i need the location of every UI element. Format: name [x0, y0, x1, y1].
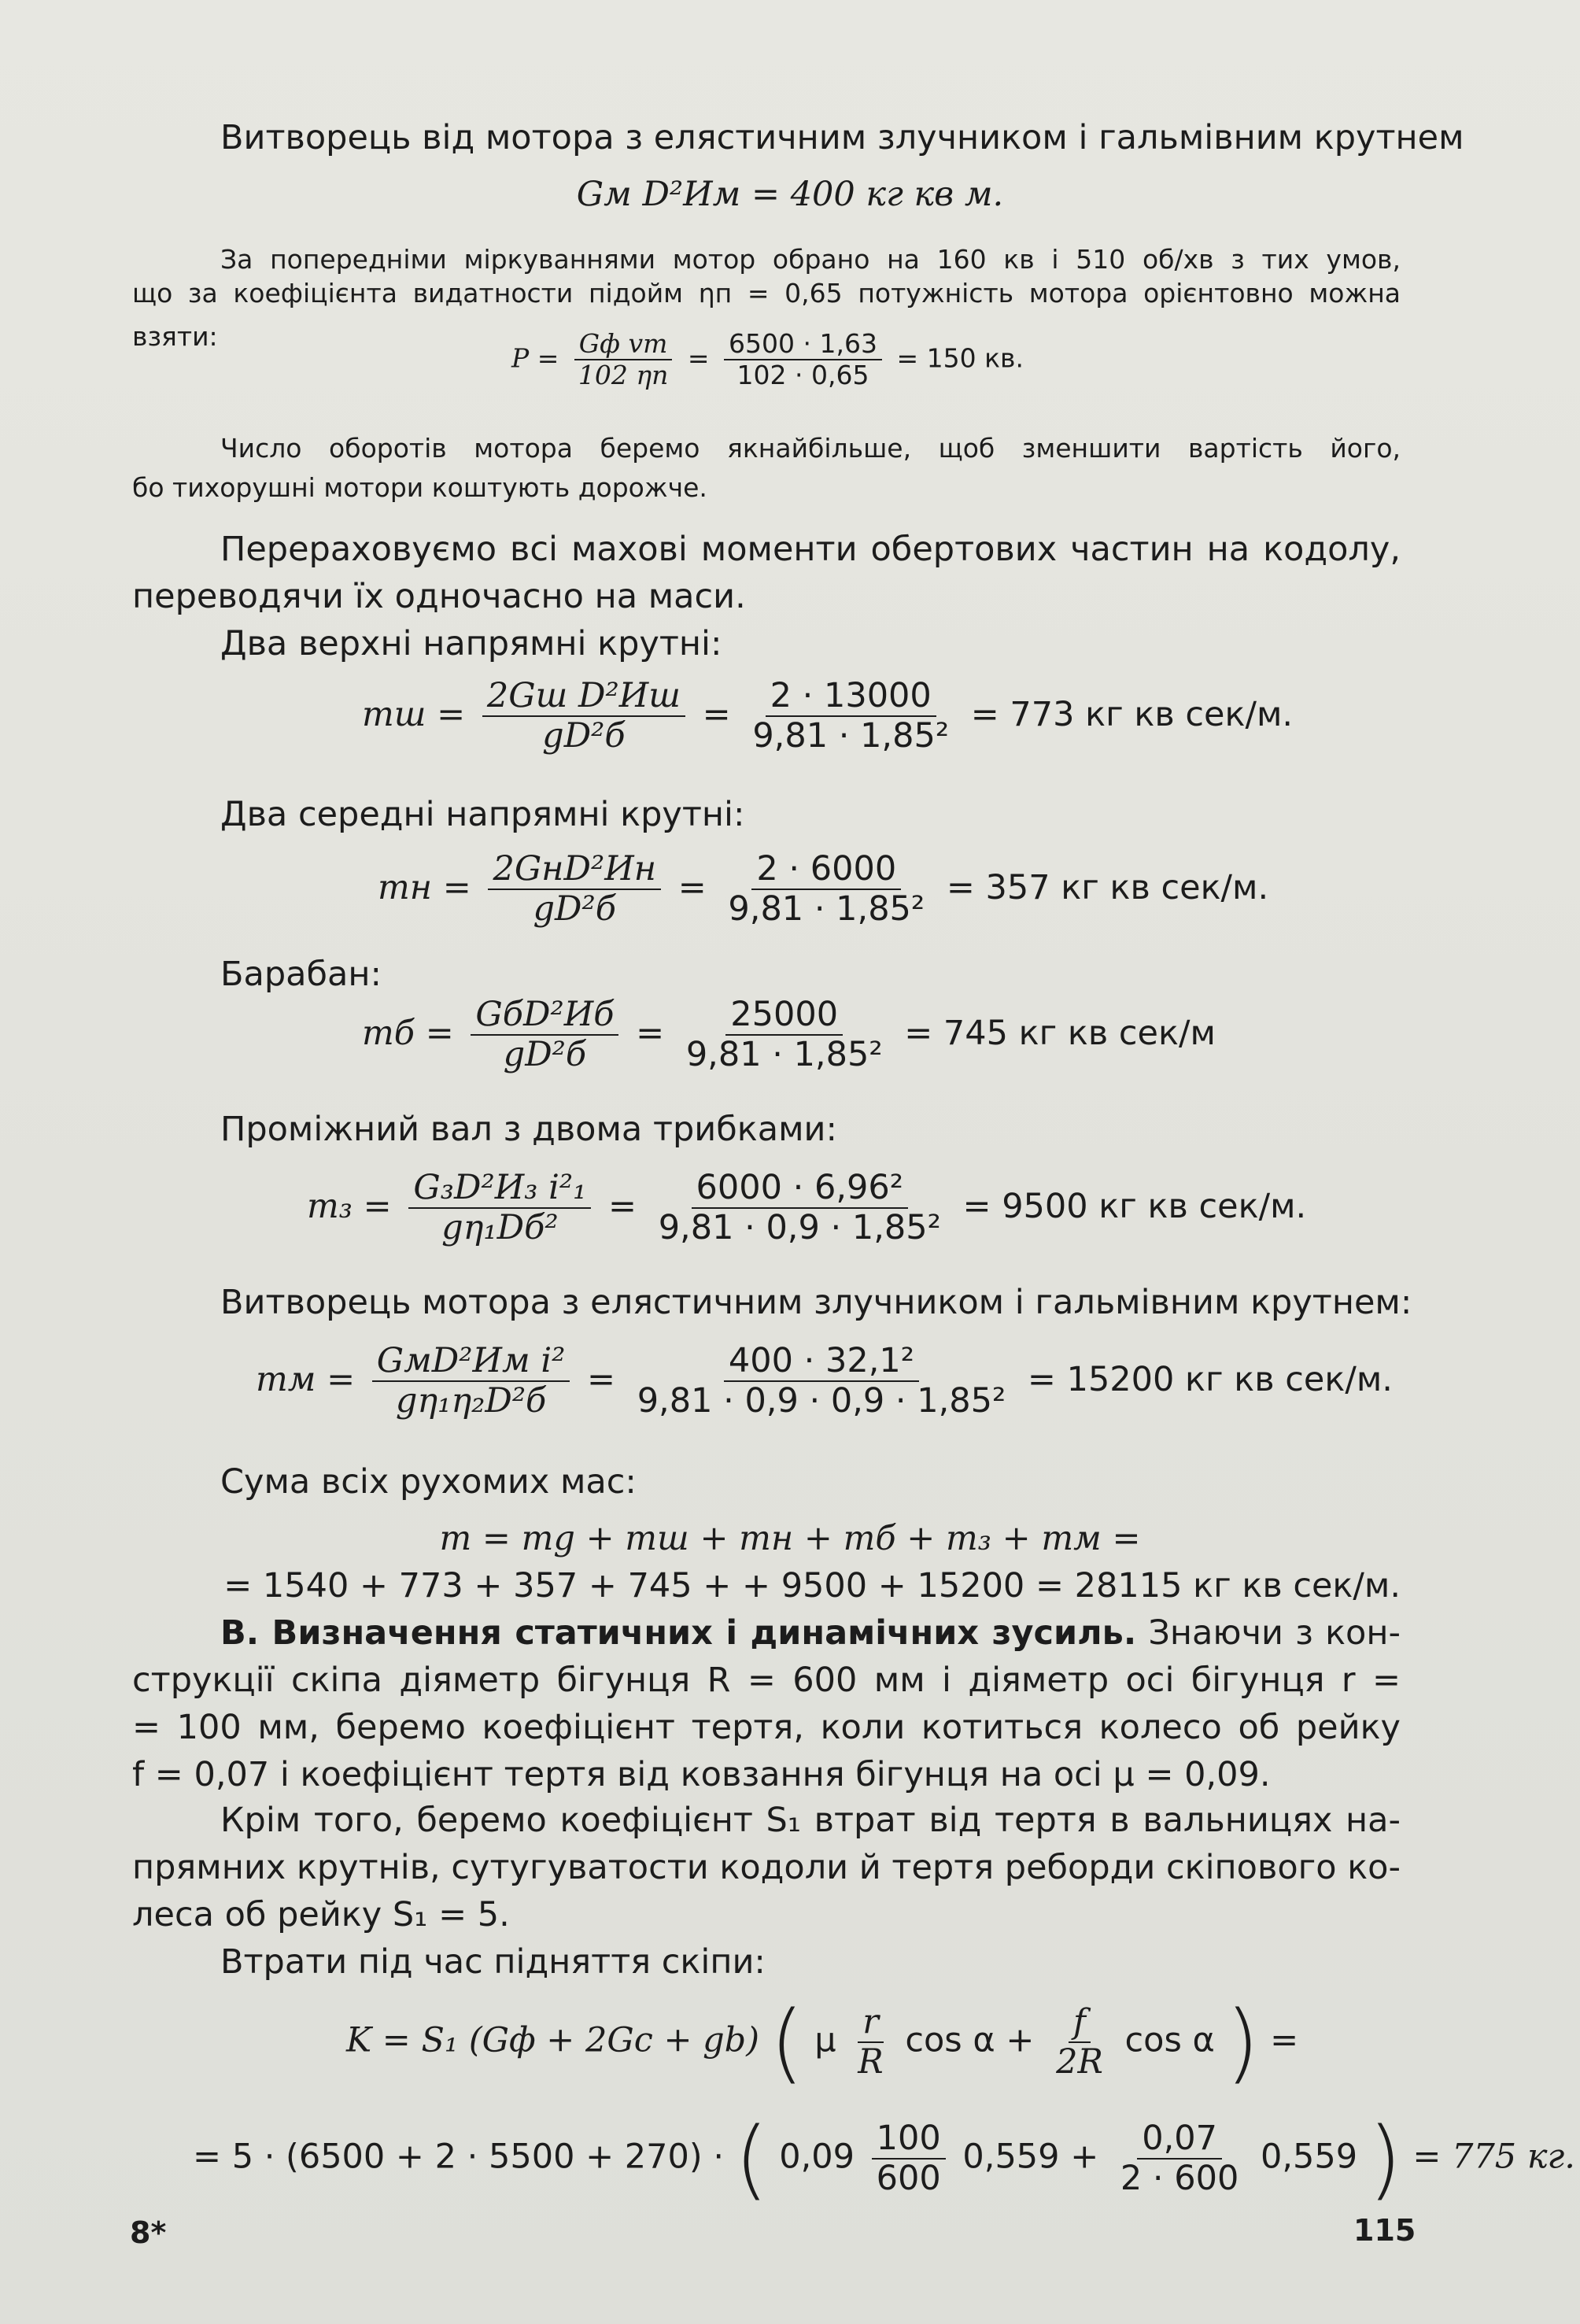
eq-left: K = S₁ (Gф + 2Gc + gb): [346, 2020, 759, 2060]
equation-drum: mб = $\frac{\text{GбD²Иб}}{\text{gD²б}}$ = $\frac{25000}{\text{9,81 · 1,85²}}$ = 745 кг кв сек/м: [362, 995, 1216, 1075]
equation-intermediate-shaft: m₃ = $\frac{\text{G₃D²И₃ i²₁}}{\text{gη₁Dб²}}$ = $\frac{\text{6000 · 6,96²}}{\text{9,81 · 0,9 · 1,85²}}$ = 9500 кг кв сек/м.: [307, 1168, 1307, 1248]
section-heading-line: [220, 1613, 1401, 1653]
text-line: переводячи їх одночасно на маси.: [132, 577, 746, 616]
eq-den: 9,81 · 1,85²: [728, 889, 925, 929]
text-line: Витворець мотора з елястичним злучником і гальмівним крутнем:: [220, 1283, 1412, 1322]
text-line: струкції скіпа діяметр бігунця R = 600 мм і діяметр осі бігунця r =: [132, 1661, 1401, 1700]
eq-num: 0,07: [1137, 2119, 1222, 2160]
eq-den: 600: [876, 2159, 941, 2198]
equation-sum-result: = 1540 + 773 + 357 + 745 + + 9500 + 15200 = 28115 кг кв сек/м.: [223, 1566, 1401, 1605]
text-line: За попередніми міркуваннями мотор обрано на 160 кв і 510 об/хв з тих умов,: [220, 244, 1401, 275]
eq-num: 6500 · 1,63: [724, 329, 882, 360]
signature-mark: 8*: [130, 2215, 167, 2250]
text-run: Знаючи з кон-: [1136, 1613, 1401, 1653]
text-line: = 100 мм, беремо коефіцієнт тертя, коли котиться колесо об рейку: [132, 1708, 1401, 1747]
eq-result: = 150 кв.: [896, 342, 1024, 374]
eq-den: 2 · 600: [1120, 2159, 1239, 2198]
text-line: Проміжний вал з двома трибками:: [220, 1110, 837, 1149]
text-line: Два верхні напрямні крутні:: [220, 624, 722, 663]
text-line: леса об рейку S₁ = 5.: [132, 1895, 510, 1934]
eq-num: GмD²Им i²: [372, 1342, 570, 1382]
equation-power: P = $\frac{\text{Gф vm}}{102 \eta п}$ = $\frac{6500 \cdot 1,63}{102 \cdot 0,65}$ = 150 кв.: [511, 328, 1024, 390]
eq-num: 25000: [725, 996, 843, 1036]
text-line: Витворець від мотора з елястичним злучником і гальмівним крутнем: [220, 118, 1464, 157]
text-line: Крім того, беремо коефіцієнт S₁ втрат від тертя в вальницях на-: [220, 1801, 1401, 1840]
eq-den: 9,81 · 0,9 · 1,85²: [658, 1208, 941, 1248]
eq-den: gη₁Dб²: [441, 1208, 559, 1248]
equation-losses-result: = 5 · (6500 + 2 · 5500 + 270) · ( 0,09 $\frac{100}{600}$ 0,559 + $\frac{0,07}{2 \cdot 600}$ 0,559 ) = 775 кг.: [193, 2108, 1575, 2209]
eq-den: 102 · 0,65: [736, 359, 869, 390]
equation-motor: mм = $\frac{\text{GмD²Им i²}}{\text{gη₁η₂D²б}}$ = $\frac{\text{400 · 32,1²}}{\text{9,81 · 0,9 · 0,9 · 1,85²}}$ = 15200 кг кв сек/м.: [256, 1341, 1393, 1421]
eq-num: 2GнD²Ин: [488, 850, 661, 890]
equation-motor-flywheel: Gм D²Им = 400 кг кв м.: [576, 175, 1004, 214]
eq-den: gD²б: [533, 889, 616, 929]
text-line: прямних крутнів, сутугуватости кодоли й тертя реборди скіпового ко-: [132, 1848, 1401, 1887]
text-line: Барабан:: [220, 955, 382, 994]
eq-result: = 745 кг кв сек/м: [904, 1013, 1216, 1053]
eq-den: R: [858, 2042, 884, 2082]
eq-result: = 775 кг.: [1412, 2137, 1575, 2177]
text-line: взяти:: [132, 321, 218, 352]
equation-sum: m = mg + mш + mн + mб + m₃ + mм =: [439, 1519, 1141, 1558]
eq-num: f: [1069, 2003, 1091, 2043]
eq-left: mш =: [362, 694, 466, 734]
eq-term: 0,559 +: [962, 2137, 1099, 2177]
eq-num: 6000 · 6,96²: [692, 1169, 908, 1209]
eq-result: = 15200 кг кв сек/м.: [1027, 1359, 1393, 1399]
text-line: бо тихорушні мотори коштують дорожче.: [132, 472, 707, 503]
text-line: що за коефіцієнта видатности підойм ηп = 0,65 потужність мотора орієнтовно можна: [132, 278, 1401, 309]
text-line: Втрати під час підняття скіпи:: [220, 1942, 766, 1982]
eq-term: 0,09: [779, 2137, 855, 2177]
eq-left: mб =: [362, 1013, 454, 1053]
eq-num: 2Gш D²Иш: [482, 677, 685, 717]
equation-losses: K = S₁ (Gф + 2Gc + gb) ( μ $\frac{r}{R}$ cos α + $\frac{f}{2R}$ cos α ) =: [346, 1992, 1299, 2093]
eq-left: m₃ =: [307, 1186, 392, 1226]
eq-left: P =: [511, 342, 559, 374]
eq-num: 400 · 32,1²: [724, 1342, 919, 1382]
text-line: Перераховуємо всі махові моменти обертових частин на кодолу,: [220, 530, 1401, 569]
eq-num: GбD²Иб: [471, 996, 618, 1036]
eq-term: 0,559: [1261, 2137, 1358, 2177]
page-number: 115: [1353, 2213, 1416, 2248]
eq-den: 9,81 · 1,85²: [685, 1035, 883, 1075]
eq-result: = 773 кг кв сек/м.: [970, 694, 1294, 734]
equation-top-pulleys: mш = $\frac{\text{2Gш D²Иш}}{\text{gD²б}}$ = $\frac{2 \cdot 13000}{\text{9,81 · 1,85²}}$ = 773 кг кв сек/м.: [362, 676, 1294, 756]
eq-den: 9,81 · 1,85²: [752, 716, 950, 756]
eq-den: 2R: [1056, 2042, 1103, 2082]
text-line: Число оборотів мотора беремо якнайбільше, щоб зменшити вартість його,: [220, 433, 1401, 464]
eq-result: = 9500 кг кв сек/м.: [962, 1186, 1307, 1226]
eq-num: 100: [872, 2119, 946, 2160]
text-line: Два середні напрямні крутні:: [220, 795, 745, 834]
eq-num: 2 · 6000: [751, 850, 901, 890]
eq-result: = 357 кг кв сек/м.: [946, 867, 1269, 907]
eq-den: 9,81 · 0,9 · 0,9 · 1,85²: [637, 1381, 1006, 1421]
text-line: f = 0,07 і коефіцієнт тертя від ковзання бігунця на осі μ = 0,09.: [132, 1755, 1271, 1794]
eq-num: r: [858, 2003, 884, 2043]
eq-den: gD²б: [542, 716, 626, 756]
eq-num: 2 · 13000: [766, 677, 936, 717]
eq-den: 102 ηп: [578, 359, 669, 390]
eq-term: =: [1270, 2020, 1299, 2060]
eq-den: gD²б: [503, 1035, 587, 1075]
eq-left: mм =: [256, 1359, 356, 1399]
eq-term: cos α: [1124, 2020, 1215, 2060]
eq-term: μ: [814, 2020, 836, 2060]
eq-term: cos α +: [905, 2020, 1035, 2060]
eq-num: G₃D²И₃ i²₁: [408, 1169, 591, 1209]
equation-middle-pulleys: mн = $\frac{\text{2GнD²Ин}}{\text{gD²б}}$ = $\frac{2 \cdot 6000}{\text{9,81 · 1,85²}}$ = 357 кг кв сек/м.: [378, 849, 1269, 929]
eq-den: gη₁η₂D²б: [395, 1381, 547, 1421]
eq-num: Gф vm: [574, 329, 673, 360]
section-heading: В. Визначення статичних і динамічних зусиль.: [220, 1613, 1137, 1653]
eq-left: = 5 · (6500 + 2 · 5500 + 270) ·: [193, 2137, 724, 2177]
text-line: Сума всіх рухомих мас:: [220, 1462, 637, 1502]
eq-left: mн =: [378, 867, 471, 907]
